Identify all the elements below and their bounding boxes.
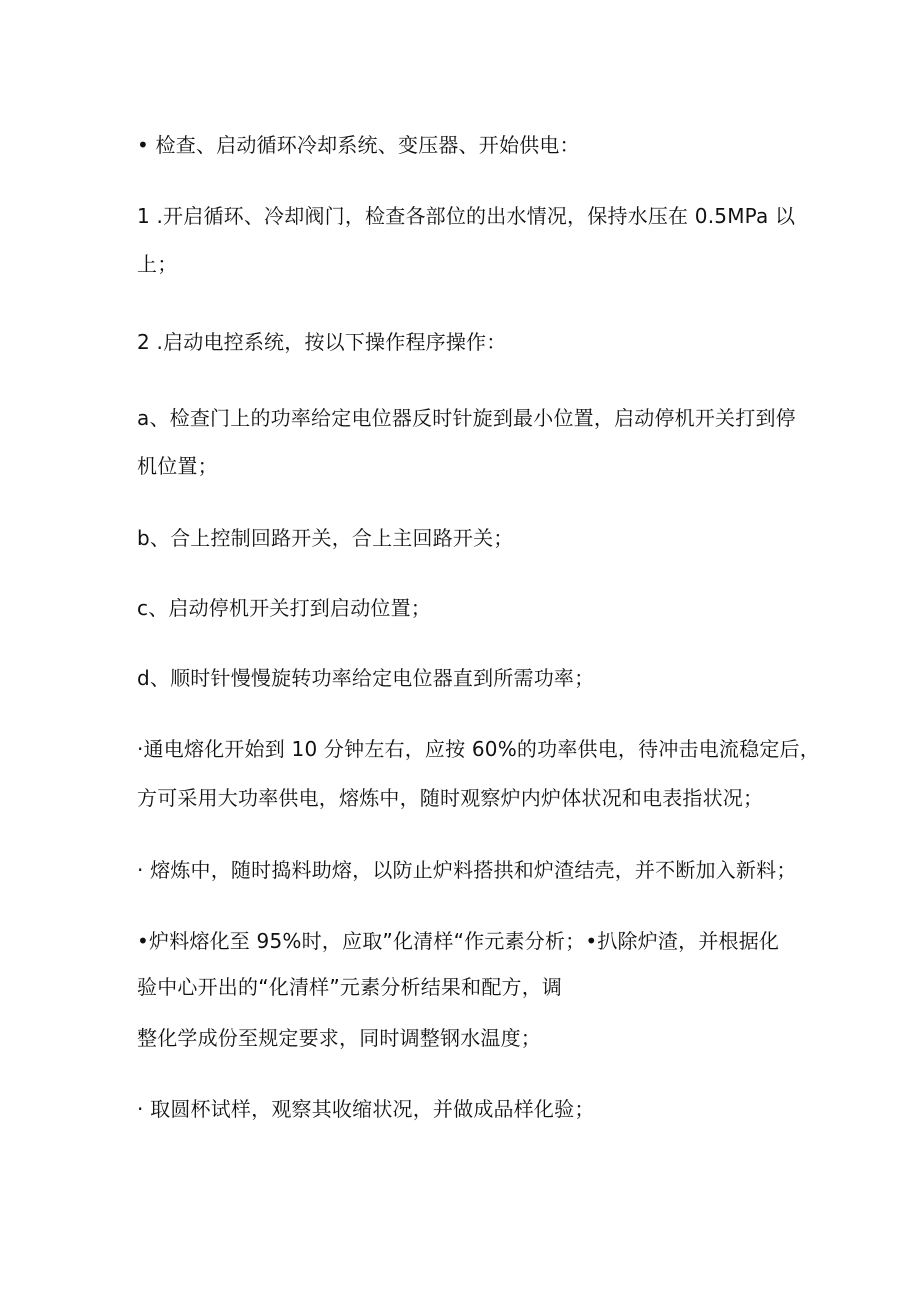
step-d: d、顺时针慢慢旋转功率给定电位器直到所需功率； xyxy=(137,666,595,690)
step-2: 2 .启动电控系统，按以下操作程序操作： xyxy=(137,330,507,354)
step-c: c、启动停机开关打到启动位置； xyxy=(137,596,431,620)
step-b: b、合上控制回路开关，合上主回路开关； xyxy=(137,526,514,550)
bullet-melting-line-2: 方可采用大功率供电，熔炼中，随时观察炉内炉体状况和电表指状况； xyxy=(137,786,764,810)
bullet-sampling-line-1: •炉料熔化至 95%时，应取”化清样“作元素分析；•扒除炉渣，并根据化 xyxy=(137,929,780,953)
bullet-sampling-line-3: 整化学成份至规定要求，同时调整钢水温度； xyxy=(137,1026,541,1050)
step-1-line-2: 上； xyxy=(137,252,178,276)
step-1-line-1: 1 .开启循环、冷却阀门，检查各部位的出水情况，保持水压在 0.5MPa 以 xyxy=(137,204,796,228)
bullet-melting-line-1: ·通电熔化开始到 10 分钟左右，应按 60%的功率供电，待冲击电流稳定后， xyxy=(137,737,820,761)
step-a-line-2: 机位置； xyxy=(137,454,218,478)
step-a-line-1: a、检查门上的功率给定电位器反时针旋到最小位置，启动停机开关打到停 xyxy=(137,406,796,430)
section-heading-startup: • 检查、启动循环冷却系统、变压器、开始供电： xyxy=(137,133,580,157)
bullet-sampling-line-2: 验中心开出的“化清样”元素分析结果和配方，调 xyxy=(137,975,563,999)
bullet-cup-sample: · 取圆杯试样，观察其收缩状况，并做成品样化验； xyxy=(137,1097,595,1121)
bullet-smelting: · 熔炼中，随时捣料助熔，以防止炉料搭拱和炉渣结壳，并不断加入新料； xyxy=(137,858,797,882)
